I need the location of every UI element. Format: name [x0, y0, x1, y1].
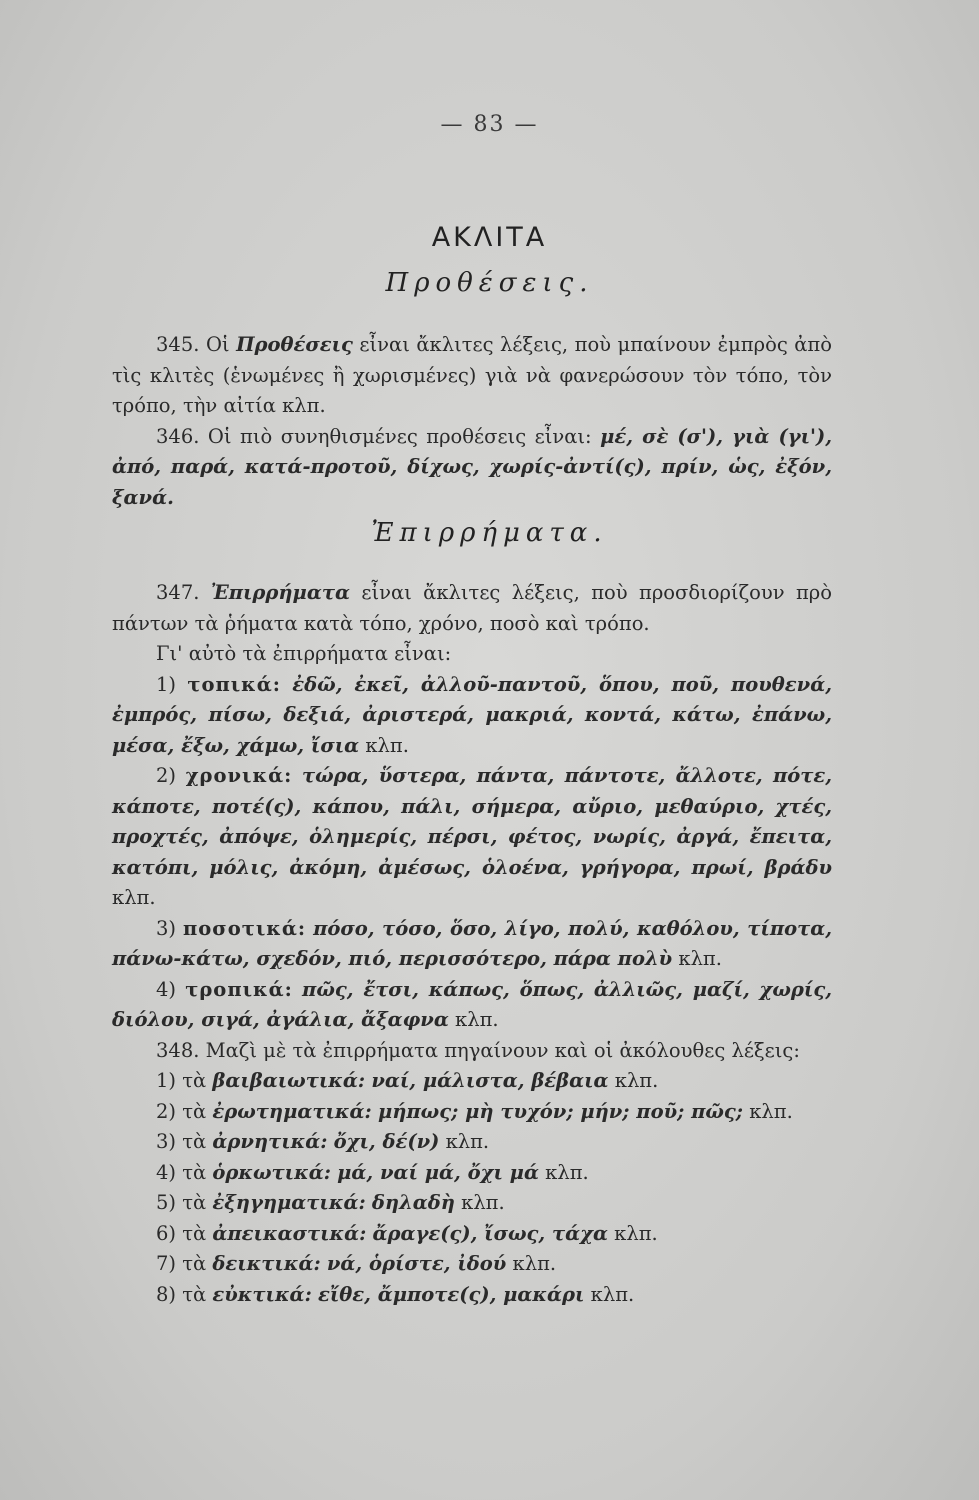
list-item: 6) τὰ ἀπεικαστικά: ἄραγε(ς), ἴσως, τάχα κλπ.	[156, 1221, 658, 1245]
section-heading-prepositions: Προθέσεις.	[385, 268, 594, 298]
paragraph-346: 346. Οἱ πιὸ συνηθισμένες προθέσεις εἶναι: μέ, σὲ (σ'), γιὰ (γι'), ἀπό, παρά, κατά-προτοῦ, δίχως, χωρίς-ἀντί(ς), πρίν, ὡς, ἐξόν, ξανά.	[112, 424, 833, 509]
paragraph-345: 345. Οἱ Προθέσεις εἶναι ἄκλιτες λέξεις, ποὺ μπαίνουν ἐμπρὸς ἀπὸ τὶς κλιτὲς (ἑνωμένες ἢ χωρισμένες) γιὰ νὰ φανερώσουν τὸν τόπο, τὸν τρόπο, τὴν αἰτία κλπ.	[112, 333, 832, 417]
term: Ἐπιρρήματα	[210, 581, 350, 604]
list-item: 1) τὰ βαιβαιωτικά: ναί, μάλιστα, βέβαια κλπ.	[156, 1069, 659, 1092]
paragraph-number: 346.	[156, 424, 200, 448]
category-label: τοπικά:	[187, 672, 281, 696]
paragraph-number: 347.	[156, 581, 200, 604]
category-label: ποσοτικά:	[183, 916, 307, 940]
term: Προθέσεις	[236, 333, 353, 356]
page-number: — 83 —	[440, 112, 539, 137]
paragraph-348: 348. Μαζὶ μὲ τὰ ἐπιρρήματα πηγαίνουν καὶ οἱ ἀκόλουθες λέξεις:	[156, 1038, 800, 1062]
list-item: 3) τὰ ἀρνητικά: ὄχι, δέ(ν) κλπ.	[156, 1130, 490, 1153]
list-item: 4) τροπικά: πῶς, ἔτσι, κάπως, ὅπως, ἀλλιῶς, μαζί, χωρίς, διόλου, σιγά, ἀγάλια, ἄξαφνα κλπ.	[112, 977, 832, 1031]
list-item: 2) χρονικά: τώρα, ὕστερα, πάντα, πάντοτε, ἄλλοτε, πότε, κάποτε, ποτέ(ς), κάπου, πάλι, σήμερα, αὔριο, μεθαύριο, χτές, προχτές, ἀπόψε, ὁλημερίς, πέρσι, φέτος, νωρίς, ἀργά, ἔπειτα, κατόπι, μόλις, ἀκόμη, ἀμέσως, ὁλοένα, γρήγορα, πρωί, βράδυ κλπ.	[112, 764, 832, 909]
adverbs-intro: Γι' αὐτὸ τὰ ἐπιρρήματα εἶναι:	[156, 642, 452, 665]
paragraph-347: 347. Ἐπιρρήματα εἶναι ἄκλιτες λέξεις, ποὺ προσδιορίζουν πρὸ πάντων τὰ ῥήματα κατὰ τόπο, χρόνο, ποσὸ καὶ τρόπο.	[112, 581, 833, 635]
list-item: 3) ποσοτικά: πόσο, τόσο, ὅσο, λίγο, πολύ, καθόλου, τίποτα, πάνω-κάτω, σχεδόν, πιό, περισσότερο, πάρα πολὺ κλπ.	[112, 916, 833, 970]
section-prepositions-body	[112, 330, 832, 513]
category-label: τροπικά:	[185, 977, 293, 1001]
paragraph-number: 345.	[156, 333, 200, 356]
chapter-title: ΑΚΛΙΤΑ	[431, 222, 548, 253]
list-item: 8) τὰ εὐκτικά: εἴθε, ἄμποτε(ς), μακάρι κλπ.	[156, 1282, 635, 1306]
preposition-list: μέ, σὲ (σ'), γιὰ (γι'), ἀπό, παρά, κατά-προτοῦ, δίχως, χωρίς-ἀντί(ς), πρίν, ὡς, ἐξόν, ξανά.	[112, 424, 833, 509]
section-heading-adverbs: Ἐπιρρήματα.	[371, 518, 608, 548]
list-item: 2) τὰ ἐρωτηματικά: μήπως; μὴ τυχόν; μήν; ποῦ; πῶς; κλπ.	[156, 1099, 793, 1123]
section-adverbs-body	[112, 578, 832, 1310]
list-item: 7) τὰ δεικτικά: νά, ὁρίστε, ἰδού κλπ.	[156, 1252, 557, 1275]
related-words-list	[112, 1066, 832, 1310]
paragraph-number: 348.	[156, 1038, 200, 1062]
list-item: 1) τοπικά: ἐδῶ, ἐκεῖ, ἀλλοῦ-παντοῦ, ὅπου, ποῦ, πουθενά, ἐμπρός, πίσω, δεξιά, ἀριστερά, μακριά, κοντά, κάτω, ἐπάνω, μέσα, ἔξω, χάμω, ἴσια κλπ.	[112, 672, 832, 757]
list-item: 4) τὰ ὁρκωτικά: μά, ναί μά, ὄχι μά κλπ.	[156, 1160, 589, 1184]
category-label: χρονικά:	[185, 764, 293, 787]
adverb-categories	[112, 670, 832, 1036]
list-item: 5) τὰ ἐξηγηματικά: δηλαδὴ κλπ.	[156, 1191, 505, 1214]
